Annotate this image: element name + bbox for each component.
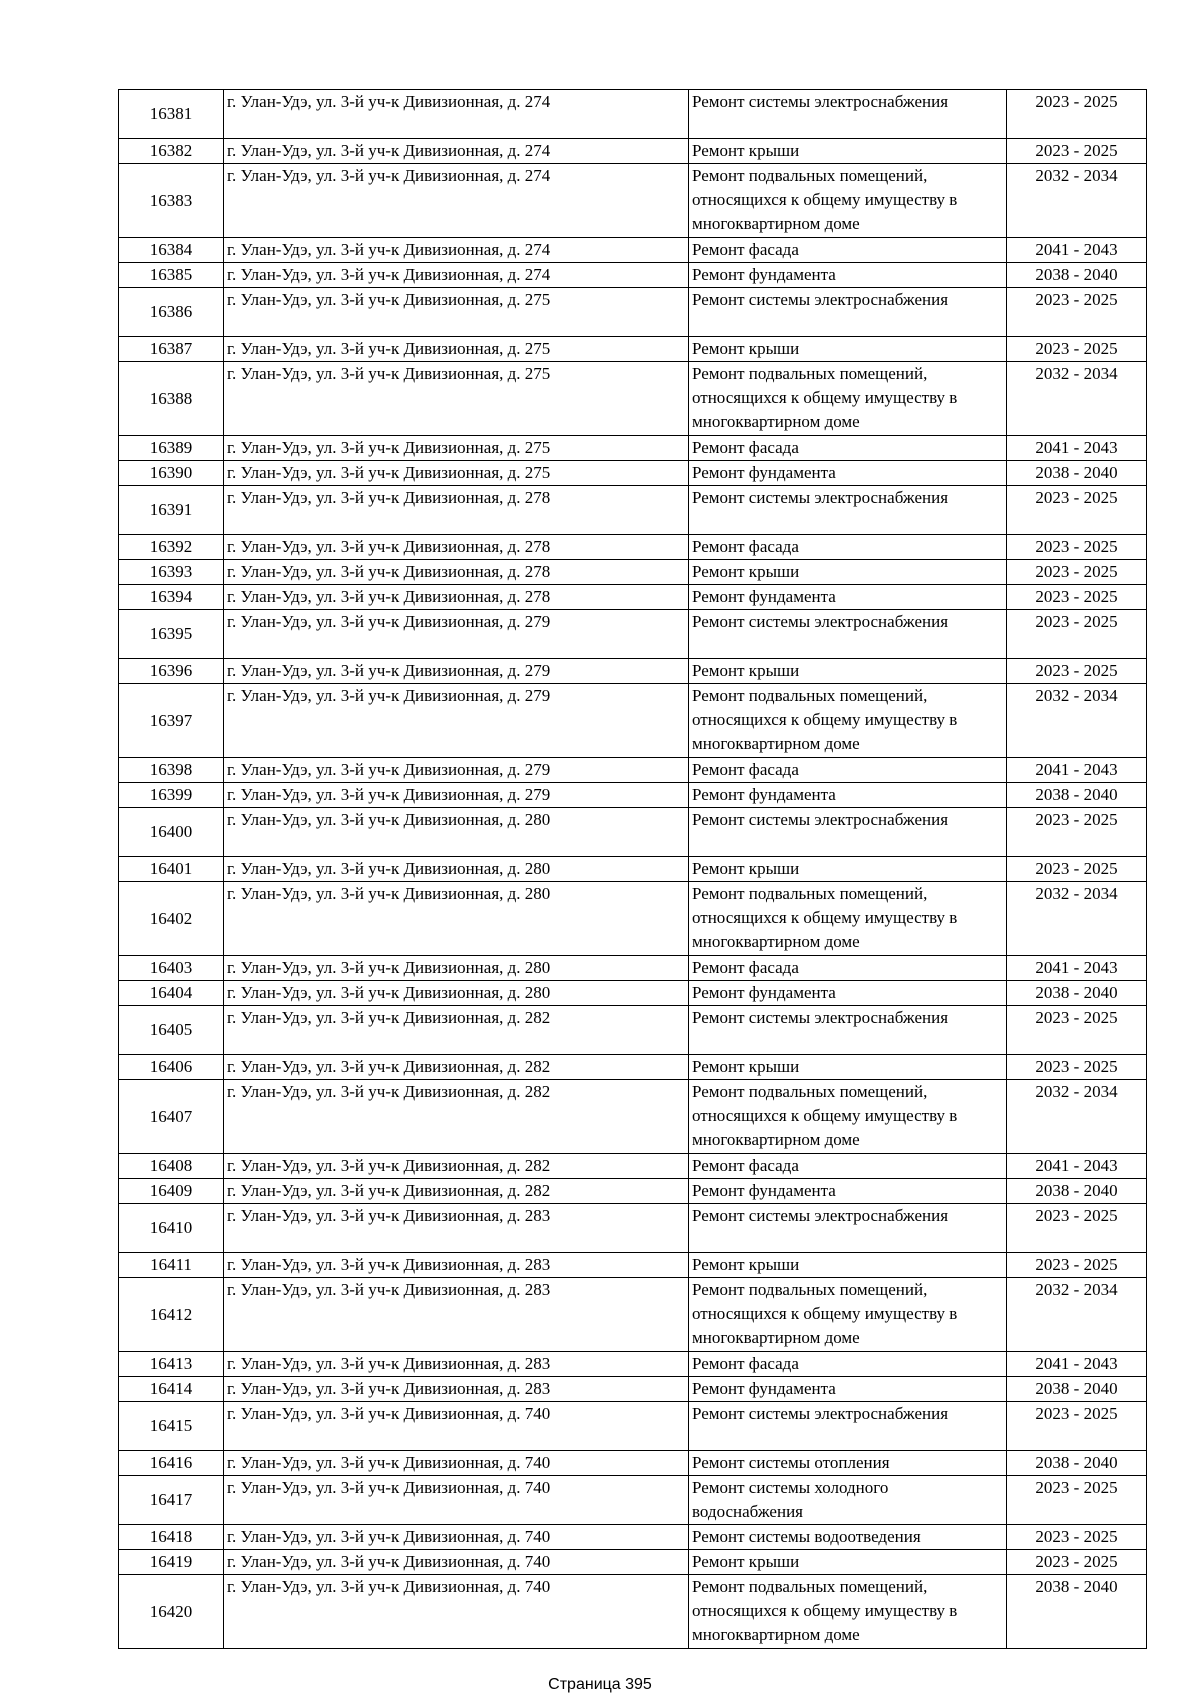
table-row: [119, 560, 1147, 585]
row-number-cell: 16401: [119, 857, 224, 882]
address-cell: г. Улан-Удэ, ул. 3-й уч-к Дивизионная, д. 280: [224, 981, 689, 1006]
row-number-cell: 16388: [119, 362, 224, 436]
table-row: [119, 1402, 1147, 1451]
table-row: [119, 1179, 1147, 1204]
address-cell: г. Улан-Удэ, ул. 3-й уч-к Дивизионная, д. 283: [224, 1377, 689, 1402]
address-cell: г. Улан-Удэ, ул. 3-й уч-к Дивизионная, д. 740: [224, 1476, 689, 1525]
table-row: [119, 436, 1147, 461]
row-number-cell: 16420: [119, 1575, 224, 1649]
period-cell: 2041 - 2043: [1007, 758, 1147, 783]
period-cell: 2038 - 2040: [1007, 981, 1147, 1006]
period-cell: 2023 - 2025: [1007, 585, 1147, 610]
work-type-cell: Ремонт крыши: [689, 139, 1007, 164]
address-cell: г. Улан-Удэ, ул. 3-й уч-к Дивизионная, д. 283: [224, 1253, 689, 1278]
repair-schedule-table: [118, 89, 1147, 1649]
period-cell: 2041 - 2043: [1007, 436, 1147, 461]
table-row: [119, 1550, 1147, 1575]
period-cell: 2023 - 2025: [1007, 1055, 1147, 1080]
row-number-cell: 16405: [119, 1006, 224, 1055]
row-number-cell: 16395: [119, 610, 224, 659]
period-cell: 2023 - 2025: [1007, 1402, 1147, 1451]
period-cell: 2038 - 2040: [1007, 1575, 1147, 1649]
address-cell: г. Улан-Удэ, ул. 3-й уч-к Дивизионная, д. 280: [224, 808, 689, 857]
address-cell: г. Улан-Удэ, ул. 3-й уч-к Дивизионная, д. 279: [224, 783, 689, 808]
period-cell: 2032 - 2034: [1007, 1278, 1147, 1352]
address-cell: г. Улан-Удэ, ул. 3-й уч-к Дивизионная, д. 280: [224, 956, 689, 981]
work-type-cell: Ремонт крыши: [689, 1550, 1007, 1575]
address-cell: г. Улан-Удэ, ул. 3-й уч-к Дивизионная, д. 282: [224, 1080, 689, 1154]
row-number-cell: 16394: [119, 585, 224, 610]
row-number-cell: 16382: [119, 139, 224, 164]
address-cell: г. Улан-Удэ, ул. 3-й уч-к Дивизионная, д. 740: [224, 1525, 689, 1550]
period-cell: 2023 - 2025: [1007, 337, 1147, 362]
work-type-cell: Ремонт подвальных помещений, относящихся к общему имуществу в многоквартирном доме: [689, 684, 1007, 758]
period-cell: 2038 - 2040: [1007, 263, 1147, 288]
period-cell: 2023 - 2025: [1007, 610, 1147, 659]
period-cell: 2038 - 2040: [1007, 1451, 1147, 1476]
address-cell: г. Улан-Удэ, ул. 3-й уч-к Дивизионная, д. 275: [224, 337, 689, 362]
table-row: [119, 1476, 1147, 1525]
row-number-cell: 16413: [119, 1352, 224, 1377]
table-row: [119, 535, 1147, 560]
period-cell: 2023 - 2025: [1007, 535, 1147, 560]
row-number-cell: 16403: [119, 956, 224, 981]
address-cell: г. Улан-Удэ, ул. 3-й уч-к Дивизионная, д. 274: [224, 263, 689, 288]
work-type-cell: Ремонт фасада: [689, 956, 1007, 981]
row-number-cell: 16400: [119, 808, 224, 857]
work-type-cell: Ремонт фундамента: [689, 263, 1007, 288]
table-row: [119, 139, 1147, 164]
table-row: [119, 1006, 1147, 1055]
work-type-cell: Ремонт крыши: [689, 1055, 1007, 1080]
address-cell: г. Улан-Удэ, ул. 3-й уч-к Дивизионная, д. 282: [224, 1179, 689, 1204]
work-type-cell: Ремонт подвальных помещений, относящихся к общему имуществу в многоквартирном доме: [689, 1080, 1007, 1154]
table-row: [119, 981, 1147, 1006]
period-cell: 2023 - 2025: [1007, 560, 1147, 585]
row-number-cell: 16402: [119, 882, 224, 956]
period-cell: 2032 - 2034: [1007, 1080, 1147, 1154]
row-number-cell: 16412: [119, 1278, 224, 1352]
table-row: [119, 1253, 1147, 1278]
work-type-cell: Ремонт подвальных помещений, относящихся к общему имуществу в многоквартирном доме: [689, 1575, 1007, 1649]
page-number: Страница 395: [548, 1676, 652, 1693]
table-row: [119, 1377, 1147, 1402]
table-row: [119, 659, 1147, 684]
period-cell: 2032 - 2034: [1007, 164, 1147, 238]
address-cell: г. Улан-Удэ, ул. 3-й уч-к Дивизионная, д. 282: [224, 1055, 689, 1080]
period-cell: 2038 - 2040: [1007, 783, 1147, 808]
row-number-cell: 16390: [119, 461, 224, 486]
address-cell: г. Улан-Удэ, ул. 3-й уч-к Дивизионная, д. 283: [224, 1204, 689, 1253]
address-cell: г. Улан-Удэ, ул. 3-й уч-к Дивизионная, д. 278: [224, 585, 689, 610]
period-cell: 2023 - 2025: [1007, 1550, 1147, 1575]
address-cell: г. Улан-Удэ, ул. 3-й уч-к Дивизионная, д. 279: [224, 659, 689, 684]
period-cell: 2023 - 2025: [1007, 288, 1147, 337]
row-number-cell: 16409: [119, 1179, 224, 1204]
work-type-cell: Ремонт системы холодного водоснабжения: [689, 1476, 1007, 1525]
row-number-cell: 16386: [119, 288, 224, 337]
period-cell: 2023 - 2025: [1007, 857, 1147, 882]
period-cell: 2041 - 2043: [1007, 1154, 1147, 1179]
period-cell: 2038 - 2040: [1007, 1377, 1147, 1402]
work-type-cell: Ремонт подвальных помещений, относящихся к общему имуществу в многоквартирном доме: [689, 164, 1007, 238]
row-number-cell: 16389: [119, 436, 224, 461]
row-number-cell: 16408: [119, 1154, 224, 1179]
period-cell: 2038 - 2040: [1007, 461, 1147, 486]
row-number-cell: 16411: [119, 1253, 224, 1278]
work-type-cell: Ремонт системы электроснабжения: [689, 1006, 1007, 1055]
address-cell: г. Улан-Удэ, ул. 3-й уч-к Дивизионная, д. 283: [224, 1278, 689, 1352]
work-type-cell: Ремонт подвальных помещений, относящихся к общему имуществу в многоквартирном доме: [689, 1278, 1007, 1352]
table-row: [119, 164, 1147, 238]
row-number-cell: 16398: [119, 758, 224, 783]
work-type-cell: Ремонт фундамента: [689, 585, 1007, 610]
address-cell: г. Улан-Удэ, ул. 3-й уч-к Дивизионная, д. 282: [224, 1006, 689, 1055]
address-cell: г. Улан-Удэ, ул. 3-й уч-к Дивизионная, д. 740: [224, 1402, 689, 1451]
table-row: [119, 783, 1147, 808]
work-type-cell: Ремонт фундамента: [689, 1179, 1007, 1204]
address-cell: г. Улан-Удэ, ул. 3-й уч-к Дивизионная, д. 279: [224, 758, 689, 783]
address-cell: г. Улан-Удэ, ул. 3-й уч-к Дивизионная, д. 274: [224, 238, 689, 263]
work-type-cell: Ремонт системы водоотведения: [689, 1525, 1007, 1550]
work-type-cell: Ремонт системы электроснабжения: [689, 1402, 1007, 1451]
table-row: [119, 758, 1147, 783]
row-number-cell: 16418: [119, 1525, 224, 1550]
row-number-cell: 16393: [119, 560, 224, 585]
period-cell: 2032 - 2034: [1007, 882, 1147, 956]
row-number-cell: 16399: [119, 783, 224, 808]
work-type-cell: Ремонт фундамента: [689, 1377, 1007, 1402]
address-cell: г. Улан-Удэ, ул. 3-й уч-к Дивизионная, д. 278: [224, 535, 689, 560]
table-row: [119, 808, 1147, 857]
work-type-cell: Ремонт фасада: [689, 238, 1007, 263]
table-row: [119, 1525, 1147, 1550]
table-row: [119, 263, 1147, 288]
table-row: [119, 684, 1147, 758]
row-number-cell: 16414: [119, 1377, 224, 1402]
table-row: [119, 610, 1147, 659]
table-row: [119, 337, 1147, 362]
address-cell: г. Улан-Удэ, ул. 3-й уч-к Дивизионная, д. 274: [224, 164, 689, 238]
table-row: [119, 461, 1147, 486]
period-cell: 2023 - 2025: [1007, 486, 1147, 535]
address-cell: г. Улан-Удэ, ул. 3-й уч-к Дивизионная, д. 275: [224, 461, 689, 486]
row-number-cell: 16392: [119, 535, 224, 560]
row-number-cell: 16397: [119, 684, 224, 758]
row-number-cell: 16410: [119, 1204, 224, 1253]
table-row: [119, 288, 1147, 337]
work-type-cell: Ремонт системы электроснабжения: [689, 610, 1007, 659]
work-type-cell: Ремонт фасада: [689, 758, 1007, 783]
table-body: [119, 90, 1147, 1649]
work-type-cell: Ремонт фундамента: [689, 461, 1007, 486]
row-number-cell: 16407: [119, 1080, 224, 1154]
address-cell: г. Улан-Удэ, ул. 3-й уч-к Дивизионная, д. 274: [224, 139, 689, 164]
work-type-cell: Ремонт крыши: [689, 337, 1007, 362]
row-number-cell: 16387: [119, 337, 224, 362]
table-row: [119, 1352, 1147, 1377]
table-row: [119, 1080, 1147, 1154]
address-cell: г. Улан-Удэ, ул. 3-й уч-к Дивизионная, д. 279: [224, 684, 689, 758]
work-type-cell: Ремонт системы электроснабжения: [689, 486, 1007, 535]
row-number-cell: 16415: [119, 1402, 224, 1451]
work-type-cell: Ремонт фундамента: [689, 981, 1007, 1006]
work-type-cell: Ремонт фасада: [689, 1154, 1007, 1179]
row-number-cell: 16404: [119, 981, 224, 1006]
table-row: [119, 238, 1147, 263]
period-cell: 2032 - 2034: [1007, 362, 1147, 436]
address-cell: г. Улан-Удэ, ул. 3-й уч-к Дивизионная, д. 740: [224, 1575, 689, 1649]
address-cell: г. Улан-Удэ, ул. 3-й уч-к Дивизионная, д. 280: [224, 882, 689, 956]
table-row: [119, 362, 1147, 436]
period-cell: 2023 - 2025: [1007, 808, 1147, 857]
address-cell: г. Улан-Удэ, ул. 3-й уч-к Дивизионная, д. 278: [224, 486, 689, 535]
address-cell: г. Улан-Удэ, ул. 3-й уч-к Дивизионная, д. 275: [224, 288, 689, 337]
table-row: [119, 1278, 1147, 1352]
period-cell: 2023 - 2025: [1007, 1476, 1147, 1525]
work-type-cell: Ремонт крыши: [689, 659, 1007, 684]
address-cell: г. Улан-Удэ, ул. 3-й уч-к Дивизионная, д. 283: [224, 1352, 689, 1377]
row-number-cell: 16383: [119, 164, 224, 238]
address-cell: г. Улан-Удэ, ул. 3-й уч-к Дивизионная, д. 275: [224, 362, 689, 436]
table-row: [119, 90, 1147, 139]
row-number-cell: 16417: [119, 1476, 224, 1525]
work-type-cell: Ремонт системы электроснабжения: [689, 1204, 1007, 1253]
period-cell: 2032 - 2034: [1007, 684, 1147, 758]
period-cell: 2023 - 2025: [1007, 659, 1147, 684]
period-cell: 2041 - 2043: [1007, 956, 1147, 981]
work-type-cell: Ремонт крыши: [689, 1253, 1007, 1278]
table-row: [119, 1055, 1147, 1080]
row-number-cell: 16419: [119, 1550, 224, 1575]
work-type-cell: Ремонт крыши: [689, 560, 1007, 585]
table-row: [119, 956, 1147, 981]
table-row: [119, 1154, 1147, 1179]
period-cell: 2041 - 2043: [1007, 1352, 1147, 1377]
work-type-cell: Ремонт системы отопления: [689, 1451, 1007, 1476]
row-number-cell: 16384: [119, 238, 224, 263]
row-number-cell: 16406: [119, 1055, 224, 1080]
work-type-cell: Ремонт фундамента: [689, 783, 1007, 808]
address-cell: г. Улан-Удэ, ул. 3-й уч-к Дивизионная, д. 282: [224, 1154, 689, 1179]
table-row: [119, 1575, 1147, 1649]
table-row: [119, 1204, 1147, 1253]
row-number-cell: 16396: [119, 659, 224, 684]
work-type-cell: Ремонт системы электроснабжения: [689, 808, 1007, 857]
address-cell: г. Улан-Удэ, ул. 3-й уч-к Дивизионная, д. 279: [224, 610, 689, 659]
row-number-cell: 16416: [119, 1451, 224, 1476]
period-cell: 2041 - 2043: [1007, 238, 1147, 263]
table-row: [119, 585, 1147, 610]
period-cell: 2023 - 2025: [1007, 139, 1147, 164]
row-number-cell: 16391: [119, 486, 224, 535]
address-cell: г. Улан-Удэ, ул. 3-й уч-к Дивизионная, д. 280: [224, 857, 689, 882]
work-type-cell: Ремонт подвальных помещений, относящихся к общему имуществу в многоквартирном доме: [689, 882, 1007, 956]
period-cell: 2023 - 2025: [1007, 1006, 1147, 1055]
work-type-cell: Ремонт крыши: [689, 857, 1007, 882]
work-type-cell: Ремонт фасада: [689, 436, 1007, 461]
table-row: [119, 486, 1147, 535]
address-cell: г. Улан-Удэ, ул. 3-й уч-к Дивизионная, д. 740: [224, 1550, 689, 1575]
address-cell: г. Улан-Удэ, ул. 3-й уч-к Дивизионная, д. 278: [224, 560, 689, 585]
address-cell: г. Улан-Удэ, ул. 3-й уч-к Дивизионная, д. 740: [224, 1451, 689, 1476]
work-type-cell: Ремонт системы электроснабжения: [689, 288, 1007, 337]
row-number-cell: 16385: [119, 263, 224, 288]
table-row: [119, 857, 1147, 882]
period-cell: 2023 - 2025: [1007, 1204, 1147, 1253]
period-cell: 2023 - 2025: [1007, 90, 1147, 139]
row-number-cell: 16381: [119, 90, 224, 139]
table-row: [119, 882, 1147, 956]
period-cell: 2023 - 2025: [1007, 1253, 1147, 1278]
table-row: [119, 1451, 1147, 1476]
work-type-cell: Ремонт фасада: [689, 535, 1007, 560]
address-cell: г. Улан-Удэ, ул. 3-й уч-к Дивизионная, д. 275: [224, 436, 689, 461]
work-type-cell: Ремонт подвальных помещений, относящихся к общему имуществу в многоквартирном доме: [689, 362, 1007, 436]
period-cell: 2023 - 2025: [1007, 1525, 1147, 1550]
address-cell: г. Улан-Удэ, ул. 3-й уч-к Дивизионная, д. 274: [224, 90, 689, 139]
work-type-cell: Ремонт фасада: [689, 1352, 1007, 1377]
work-type-cell: Ремонт системы электроснабжения: [689, 90, 1007, 139]
period-cell: 2038 - 2040: [1007, 1179, 1147, 1204]
